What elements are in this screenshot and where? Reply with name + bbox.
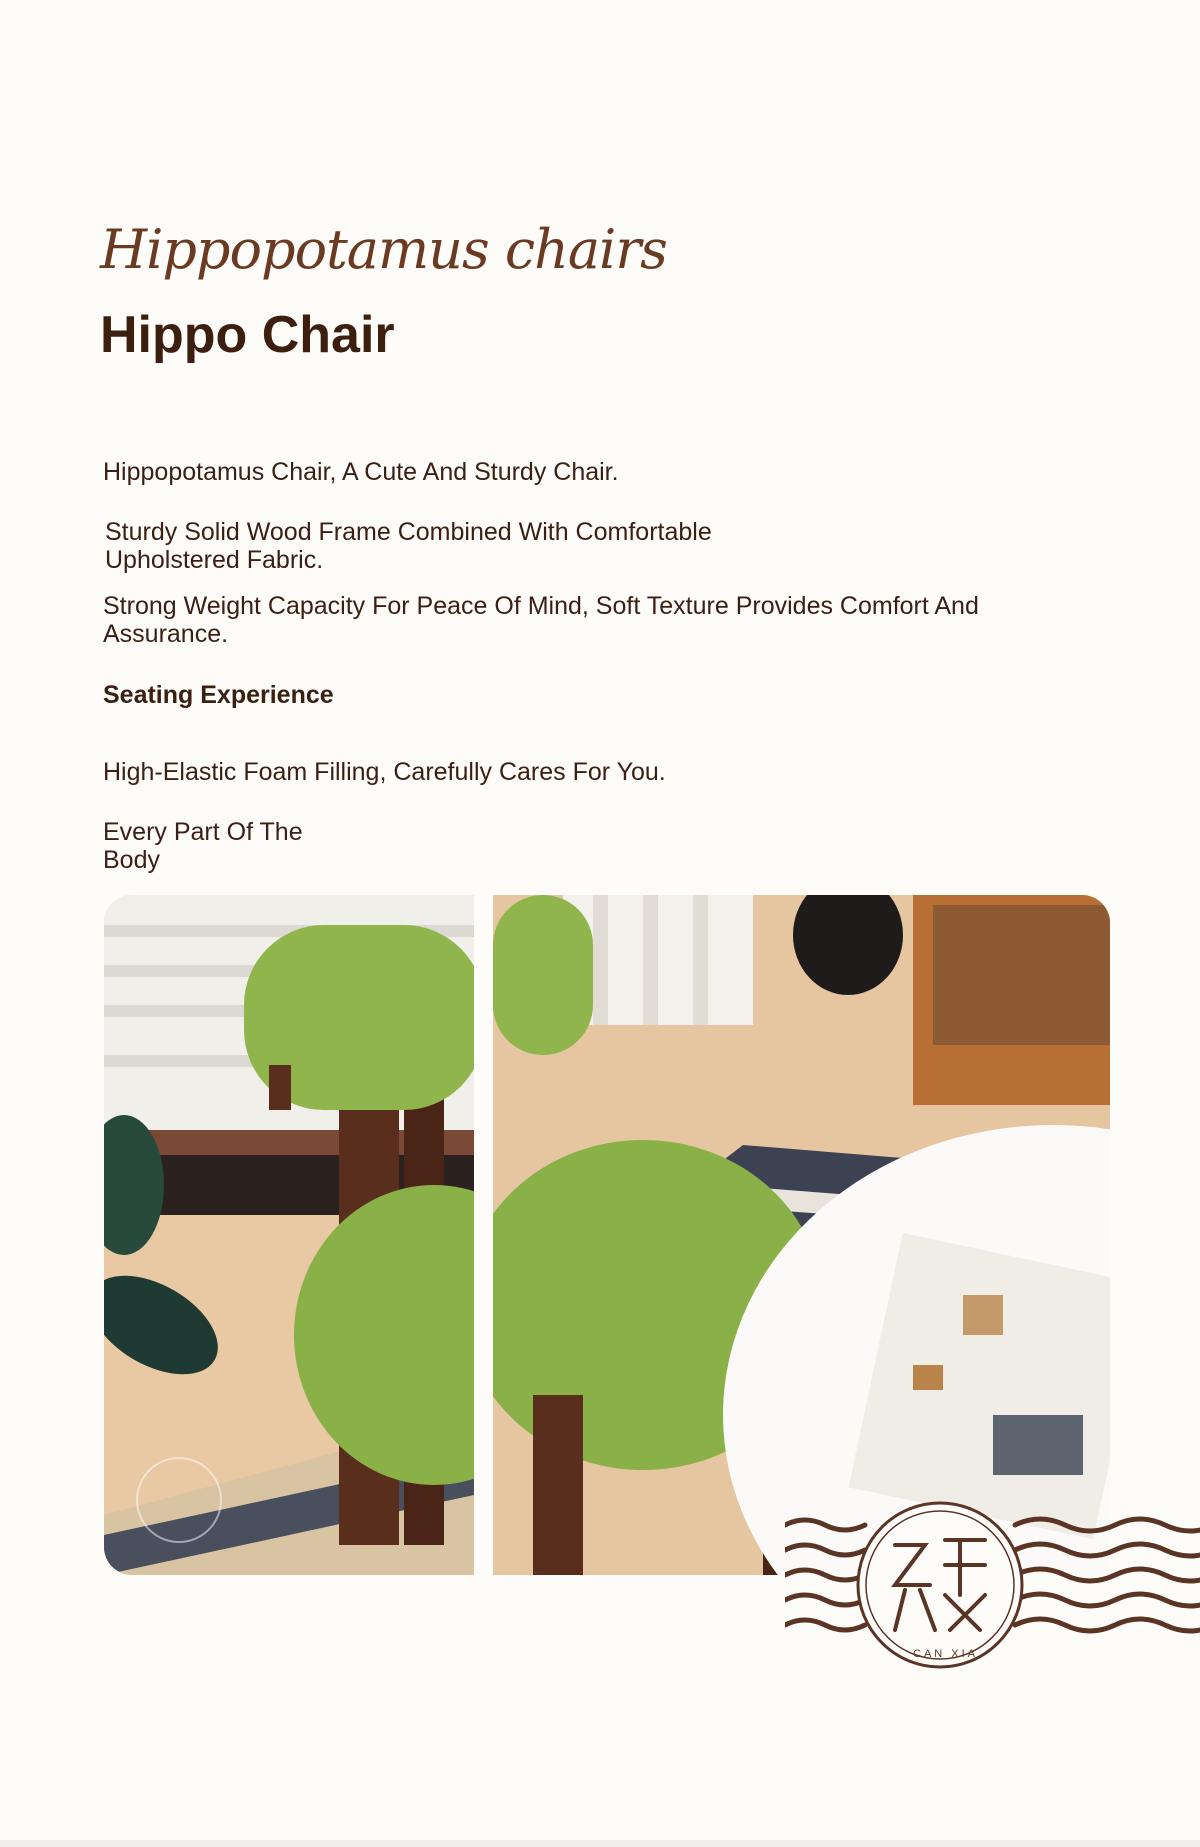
chair-photo-right <box>493 895 1110 1575</box>
description-line-2: Sturdy Solid Wood Frame Combined With Comfortable Upholstered Fabric. <box>105 518 712 574</box>
brand-stamp <box>785 1495 1200 1685</box>
footer-divider <box>0 1840 1200 1847</box>
description-line-3: Strong Weight Capacity For Peace Of Mind, Soft Texture Provides Comfort And Assurance. <box>103 592 979 648</box>
description-line-1: Hippopotamus Chair, A Cute And Sturdy Chair. <box>103 458 619 486</box>
description-line-5: Every Part Of The Body <box>103 818 303 874</box>
page-title: Hippo Chair <box>100 306 395 364</box>
chair-photo-left <box>104 895 474 1575</box>
stamp-brand-text: CAN XIA <box>913 1648 979 1660</box>
description-line-4: High-Elastic Foam Filling, Carefully Cares For You. <box>103 758 666 786</box>
script-title: Hippopotamus chairs <box>100 218 667 281</box>
section-heading: Seating Experience <box>103 681 334 709</box>
